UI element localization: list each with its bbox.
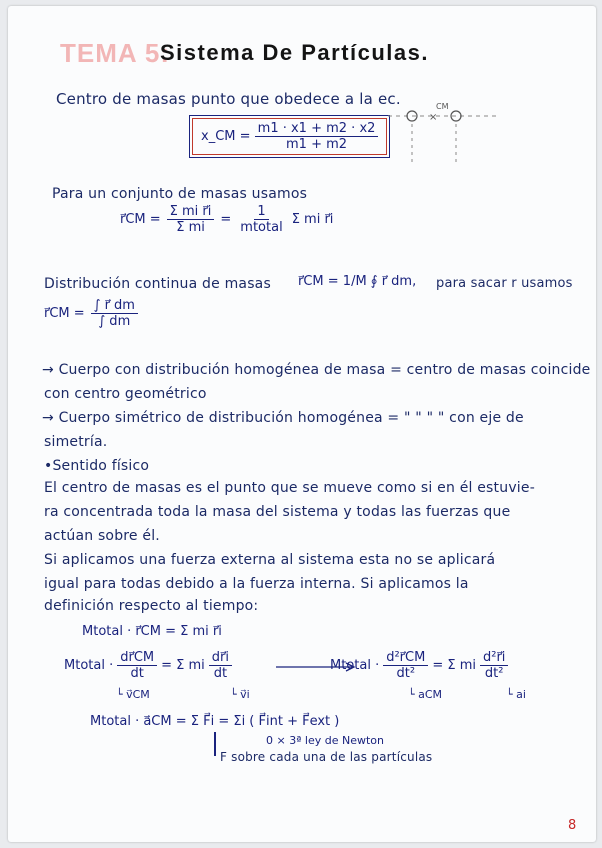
velocity-lhs: Mtotal · [64, 658, 114, 673]
sub-vcm: └ v⃗CM [116, 688, 150, 701]
velocity-frac-2 [209, 650, 232, 681]
note-line-9: Si aplicamos una fuerza externa al sistema esta no se aplicará [44, 552, 496, 568]
discrete-equals: = [220, 212, 232, 227]
note-line-6: El centro de masas es el punto que se mueve como si en él estuvie- [44, 480, 535, 496]
discrete-denominator-2: mtotal [240, 220, 283, 235]
cm-formula-box [192, 118, 387, 155]
note-line-2: con centro geométrico [44, 386, 207, 402]
continuous-cm-formula [44, 298, 138, 329]
center-of-mass-text: Centro de masas punto que obedece a la ec. [56, 90, 401, 108]
velocity-num-1: dr⃗CM [117, 650, 157, 666]
note-line-3: → Cuerpo simétrico de distribución homogénea = " " " " con eje de [42, 410, 524, 426]
newton-third-law-note: 0 × 3ª ley de Newton [266, 734, 384, 747]
discrete-lhs: r⃗CM = [120, 212, 161, 227]
cm-formula-denominator: m1 + m2 [286, 137, 348, 152]
note-line-10: igual para todas debido a la fuerza interna. Si aplicamos la [44, 576, 469, 592]
velocity-num-2: dr⃗i [209, 650, 232, 666]
cm-formula-lhs: x_CM = [201, 129, 251, 144]
derivation-velocity [64, 650, 232, 681]
discrete-fraction [167, 204, 215, 235]
continuous-distribution-text: Distribución continua de masas [44, 276, 271, 292]
sub-vi: └ v⃗i [230, 688, 250, 701]
discrete-numerator-2: 1 [254, 204, 268, 220]
accel-num-1: d²r⃗CM [383, 650, 428, 666]
accel-den-1: dt² [396, 666, 416, 681]
discrete-denominator: Σ mi [176, 220, 205, 235]
note-line-7: ra concentrada toda la masa del sistema y todas las fuerzas que [44, 504, 511, 520]
continuous-denominator: ∫ dm [98, 314, 131, 329]
note-line-11: definición respecto al tiempo: [44, 598, 259, 614]
discrete-sum: Σ mi r⃗i [291, 212, 334, 227]
discrete-fraction-2 [237, 204, 285, 235]
velocity-mid: = Σ mi [161, 658, 205, 673]
bracket-line [214, 732, 216, 756]
velocity-frac-1 [117, 650, 157, 681]
page-number: 8 [568, 818, 577, 833]
velocity-den-1: dt [130, 666, 144, 681]
accel-den-2: dt² [484, 666, 504, 681]
velocity-den-2: dt [213, 666, 228, 681]
note-line-4: simetría. [44, 434, 108, 450]
notebook-page [8, 6, 596, 842]
accel-lhs: Mtotal · [330, 658, 380, 673]
sub-ai: └ ai [506, 688, 526, 701]
accel-num-2: d²r⃗i [480, 650, 508, 666]
derivation-line-4: F sobre cada una de las partículas [220, 750, 433, 764]
to-get-r-text: para sacar r usamos [436, 276, 573, 291]
set-of-masses-text: Para un conjunto de masas usamos [52, 186, 308, 202]
derivation-line-1: Mtotal · r⃗CM = Σ mi r⃗i [82, 624, 222, 639]
accel-mid: = Σ mi [432, 658, 476, 673]
continuous-numerator: ∫ r⃗ dm [91, 298, 138, 314]
continuous-inline-formula: r⃗CM = 1/M ∮ r⃗ dm, [298, 274, 417, 289]
note-line-1: → Cuerpo con distribución homogénea de masa = centro de masas coincide [42, 362, 591, 378]
accel-frac-2 [480, 650, 508, 681]
note-line-8: actúan sobre él. [44, 528, 160, 544]
cm-diagram-label: CM [436, 102, 449, 111]
derivation-line-3: Mtotal · a⃗CM = Σ F⃗i = Σi ( F⃗int + F⃗ext ) [90, 714, 340, 729]
accel-frac-1 [383, 650, 428, 681]
note-line-5: •Sentido físico [44, 458, 150, 474]
discrete-cm-formula [120, 204, 333, 235]
discrete-numerator: Σ mi r⃗i [167, 204, 215, 220]
title-background: TEMA 5: [60, 38, 171, 68]
sub-acm: └ aCM [408, 688, 443, 701]
svg-text:×: × [429, 112, 438, 123]
continuous-fraction [91, 298, 138, 329]
cm-formula-fraction [255, 121, 379, 152]
cm-formula-numerator: m1 · x1 + m2 · x2 [255, 121, 379, 137]
page-title: Sistema De Partículas. [160, 40, 430, 65]
continuous-lhs: r⃗CM = [44, 306, 85, 321]
derivation-acceleration [330, 650, 508, 681]
